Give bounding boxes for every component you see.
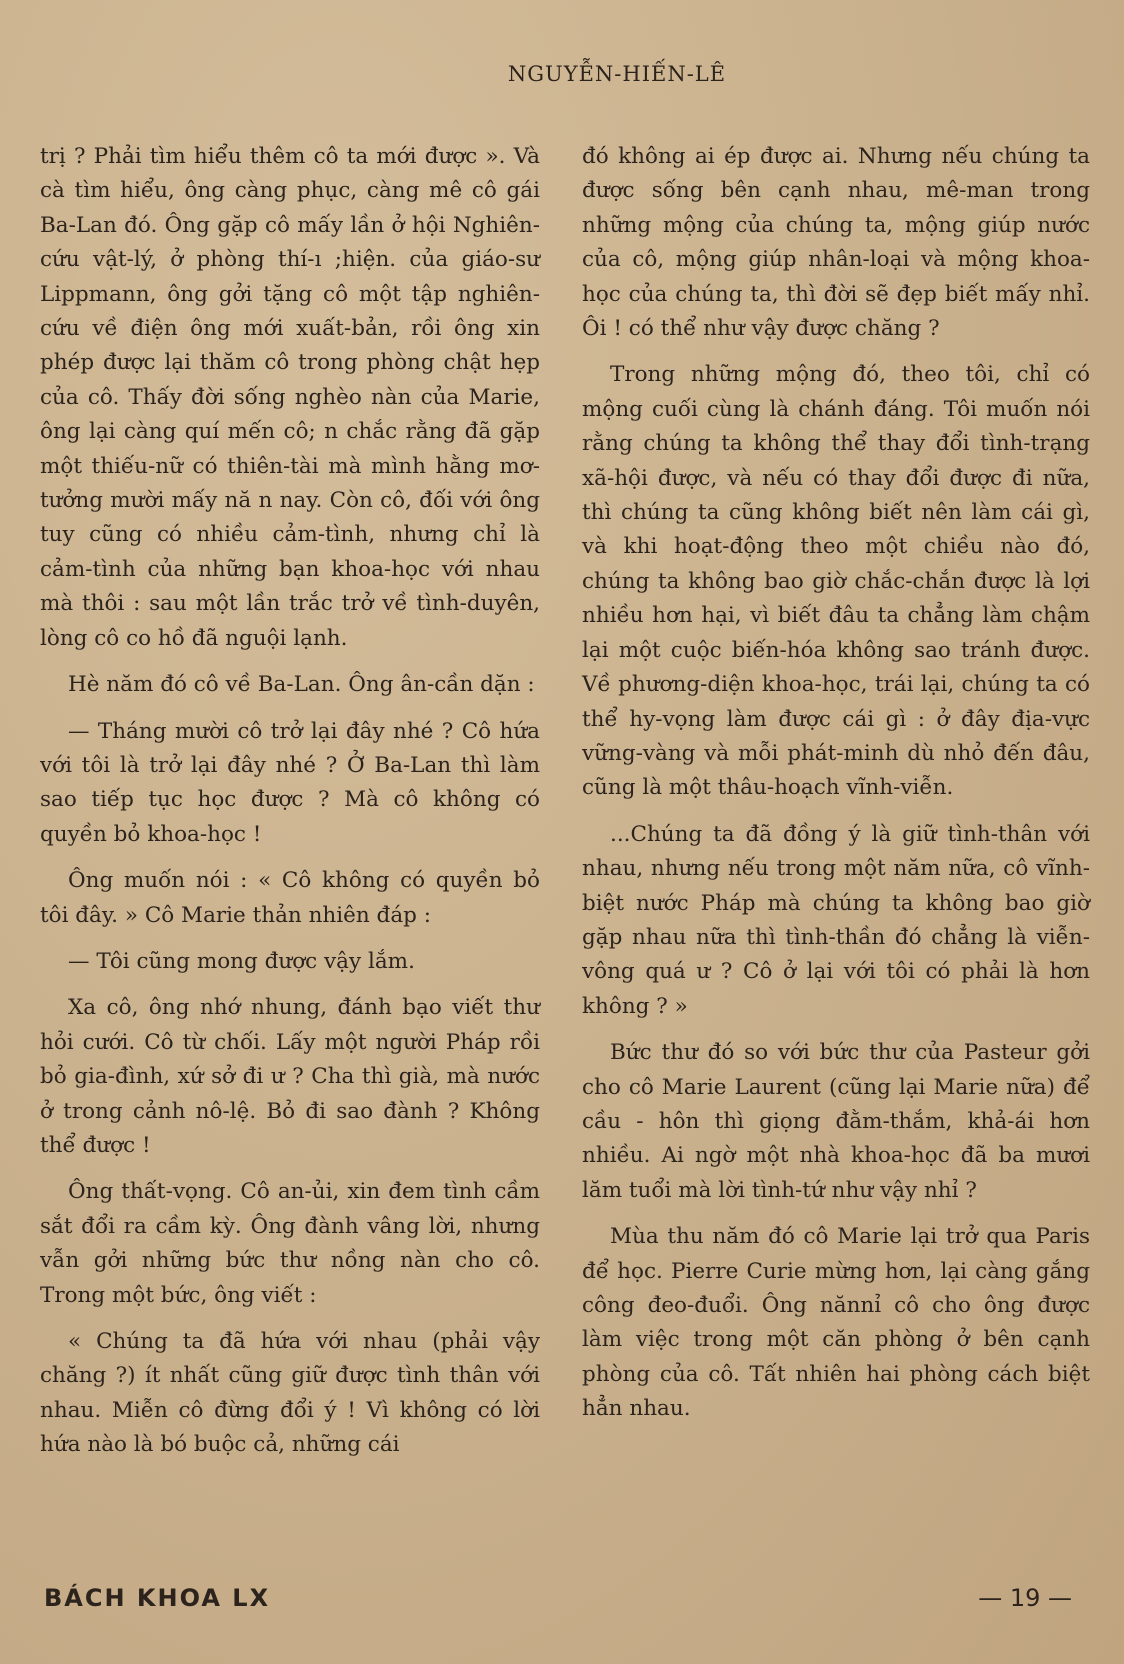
- paragraph: Hè năm đó cô về Ba-Lan. Ông ân-cần dặn :: [68, 672, 535, 698]
- paragraph: ...Chúng ta đã đồng ý là giữ tình-thân với nhau, nhưng nếu trong một năm nữa, cô vĩnh-biệt nước Pháp mà chúng ta không bao giờ gặp nhau nữa thì tình-thần đó chẳng là viễn-vông quá ư ? Cô ở lại với tôi có phải là hơn không ? »: [582, 821, 1090, 1019]
- paragraph: Xa cô, ông nhớ nhung, đánh bạo viết thư hỏi cưới. Cô từ chối. Lấy một người Pháp rồi bỏ gia-đình, xứ sở đi ư ? Cha thì già, mà nước ở trong cảnh nô-lệ. Bỏ đi sao đành ? Không thể được !: [40, 995, 540, 1158]
- left-column: [40, 140, 540, 1475]
- paragraph: Ông muốn nói : « Cô không có quyền bỏ tôi đây. » Cô Marie thản nhiên đáp :: [40, 868, 540, 928]
- page-footer: [0, 1584, 1124, 1624]
- running-header: NGUYỄN-HIẾN-LÊ: [507, 62, 727, 86]
- paragraph: — Tôi cũng mong được vậy lắm.: [68, 948, 415, 974]
- paragraph: trị ? Phải tìm hiểu thêm cô ta mới được ». Và cà tìm hiểu, ông càng phục, càng mê cô gái Ba-Lan đó. Ông gặp cô mấy lần ở hội Nghiên-cứu vật-lý, ở phòng thí-ı ;hiện. của giáo-sư Lippmann, ông gởi tặng cô một tập nghiên-cứu về điện ông mới xuất-bản, rồi ông xin phép được lại thăm cô trong phòng chật hẹp của cô. Thấy đời sống nghèo nàn của Marie, ông lại càng quí mến cô; n chắc rằng đã gặp một thiếu-nữ có thiên-tài mà mình hằng mơ-tưởng mười mấy nă n nay. Còn cô, đối với ông tuy cũng có nhiều cảm-tình, nhưng chỉ là cảm-tình của những bạn khoa-học với nhau mà thôi : sau một lần trắc trở về tình-duyên, lòng cô co hồ đã nguội lạnh.: [40, 144, 540, 651]
- page-number: — 19 —: [978, 1584, 1072, 1612]
- paragraph: Bức thư đó so với bức thư của Pasteur gởi cho cô Marie Laurent (cũng lại Marie nữa) để cầu - hôn thì giọng đằm-thắm, khả-ái hơn nhiều. Ai ngờ một nhà khoa-học đã ba mươi lăm tuổi mà lời tình-tứ như vậy nhỉ ?: [582, 1040, 1090, 1203]
- paragraph: — Tháng mười cô trở lại đây nhé ? Cô hứa với tôi là trở lại đây nhé ? Ở Ba-Lan thì làm sao tiếp tục học được ? Mà cô không có quyền bỏ khoa-học !: [40, 718, 540, 847]
- paragraph: « Chúng ta đã hứa với nhau (phải vậy chăng ?) ít nhất cũng giữ được tình thân với nhau. Miễn cô đừng đổi ý ! Vì không có lời hứa nào là bó buộc cả, những cái: [40, 1329, 540, 1458]
- paragraph: đó không ai ép được ai. Nhưng nếu chúng ta được sống bên cạnh nhau, mê-man trong những mộng của chúng ta, mộng giúp nước của cô, mộng giúp nhân-loại và mộng khoa-học của chúng ta, thì đời sẽ đẹp biết mấy nhỉ. Ôi ! có thể như vậy được chăng ?: [582, 144, 1090, 342]
- right-column: [582, 140, 1090, 1439]
- paragraph: Ông thất-vọng. Cô an-ủi, xin đem tình cầm sắt đổi ra cầm kỳ. Ông đành vâng lời, nhưng vẫn gởi những bức thư nồng nàn cho cô. Trong một bức, ông viết :: [40, 1179, 540, 1308]
- paragraph: Trong những mộng đó, theo tôi, chỉ có mộng cuối cùng là chánh đáng. Tôi muốn nói rằng chúng ta không thể thay đổi tình-trạng xã-hội được, và nếu có thay đổi được đi nữa, thì chúng ta cũng không biết nên làm cái gì, và khi hoạt-động theo một chiều nào đó, chúng ta không bao giờ chắc-chắn được là lợi nhiều hơn hại, vì biết đâu ta chẳng làm chậm lại một cuộc biến-hóa không sao tránh được. Về phương-diện khoa-học, trái lại, chúng ta có thể hy-vọng làm được cái gì : ở đây địa-vực vững-vàng và mỗi phát-minh dù nhỏ đến đâu, cũng là một thâu-hoạch vĩnh-viễn.: [582, 362, 1090, 801]
- paragraph: Mùa thu năm đó cô Marie lại trở qua Paris để học. Pierre Curie mừng hơn, lại càng gắng công đeo-đuổi. Ông nănnỉ cô cho ông được làm việc trong một căn phòng ở bên cạnh phòng của cô. Tất nhiên hai phòng cách biệt hẳn nhau.: [582, 1224, 1090, 1422]
- magazine-masthead: BÁCH KHOA LX: [44, 1584, 271, 1612]
